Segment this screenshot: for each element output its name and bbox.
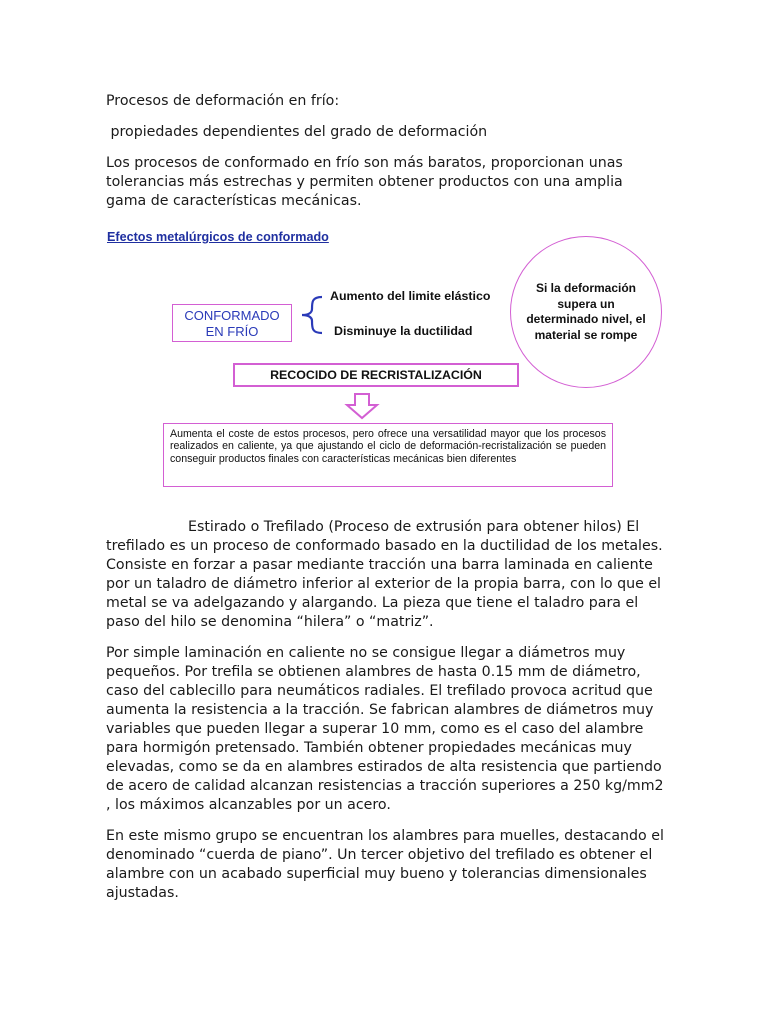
intro-paragraph: Los procesos de conformado en frío son más baratos, proporcionan unas tolerancias más estrechas y permiten obtener productos con una amplia gama de características mecánicas. xyxy=(106,155,623,209)
arrow-down-icon xyxy=(344,392,380,420)
trefilado-body: El trefilado es un proceso de conformado basado en la ductilidad de los metales. Consiste en forzar a pasar mediante tracción una barra laminada en caliente por un taladro de diámetro inferior al exterior de la propia barra, con lo que el metal se va adelgazando y alargando. La pieza que tiene el taladro para el paso del hilo se denomina “hilera” o “matriz”. xyxy=(106,519,663,630)
muelles-paragraph: En este mismo grupo se encuentran los alambres para muelles, destacando el denominado “cuerda de piano”. Un tercer objetivo del trefilado es obtener el alambre con un acabado superficial muy bueno y tolerancias dimensionales ajustadas. xyxy=(106,828,664,901)
conformado-line-2: EN FRÍO xyxy=(205,324,259,339)
brace-icon xyxy=(296,294,326,336)
effect-ductility: Disminuye la ductilidad xyxy=(334,324,473,338)
subtitle-text: propiedades dependientes del grado de deformación xyxy=(106,124,488,140)
conformado-line-1: CONFORMADO xyxy=(184,308,280,323)
rupture-circle-text: Si la deformación supera un determinado nivel, el material se rompe xyxy=(526,281,646,342)
laminacion-paragraph: Por simple laminación en caliente no se consigue llegar a diámetros muy pequeños. Por trefila se obtienen alambres de hasta 0.15 mm de diámetro, caso del cablecillo para neumáticos radiales. El trefilado provoca acritud que aumenta la resistencia a la tracción. Se fabrican alambres de diámetros muy variables que pueden llegar a superar 10 mm, como es el caso del alambre para hormigón pretensado. También obtener propiedades mecánicas muy elevadas, como se da en alambres estirados de alta resistencia que partiendo de acero de calidad alcanzan resistencias a tracción superiores a 250 kg/mm2 , los máximos alcanzables por un acero. xyxy=(106,645,664,813)
conformado-box xyxy=(172,304,292,342)
effect-elastic-limit: Aumento del limite elástico xyxy=(330,289,491,303)
trefilado-paragraph xyxy=(106,518,666,632)
cost-versatility-box: Aumenta el coste de estos procesos, pero ofrece una versatilidad mayor que los procesos realizados en caliente, ya que ajustando el ciclo de deformación-recristalización se pueden conseguir productos finales con características mecánicas bien diferentes xyxy=(163,423,613,487)
recocido-box: RECOCIDO DE RECRISTALIZACIÓN xyxy=(233,363,519,387)
page-title: Procesos de deformación en frío: xyxy=(106,93,340,109)
trefilado-heading: Estirado o Trefilado (Proceso de extrusión para obtener hilos) xyxy=(188,519,622,535)
subtitle xyxy=(106,123,666,142)
rupture-circle xyxy=(510,236,662,388)
metallurgical-effects-diagram xyxy=(0,0,768,500)
diagram-heading: Efectos metalúrgicos de conformado xyxy=(107,230,329,244)
